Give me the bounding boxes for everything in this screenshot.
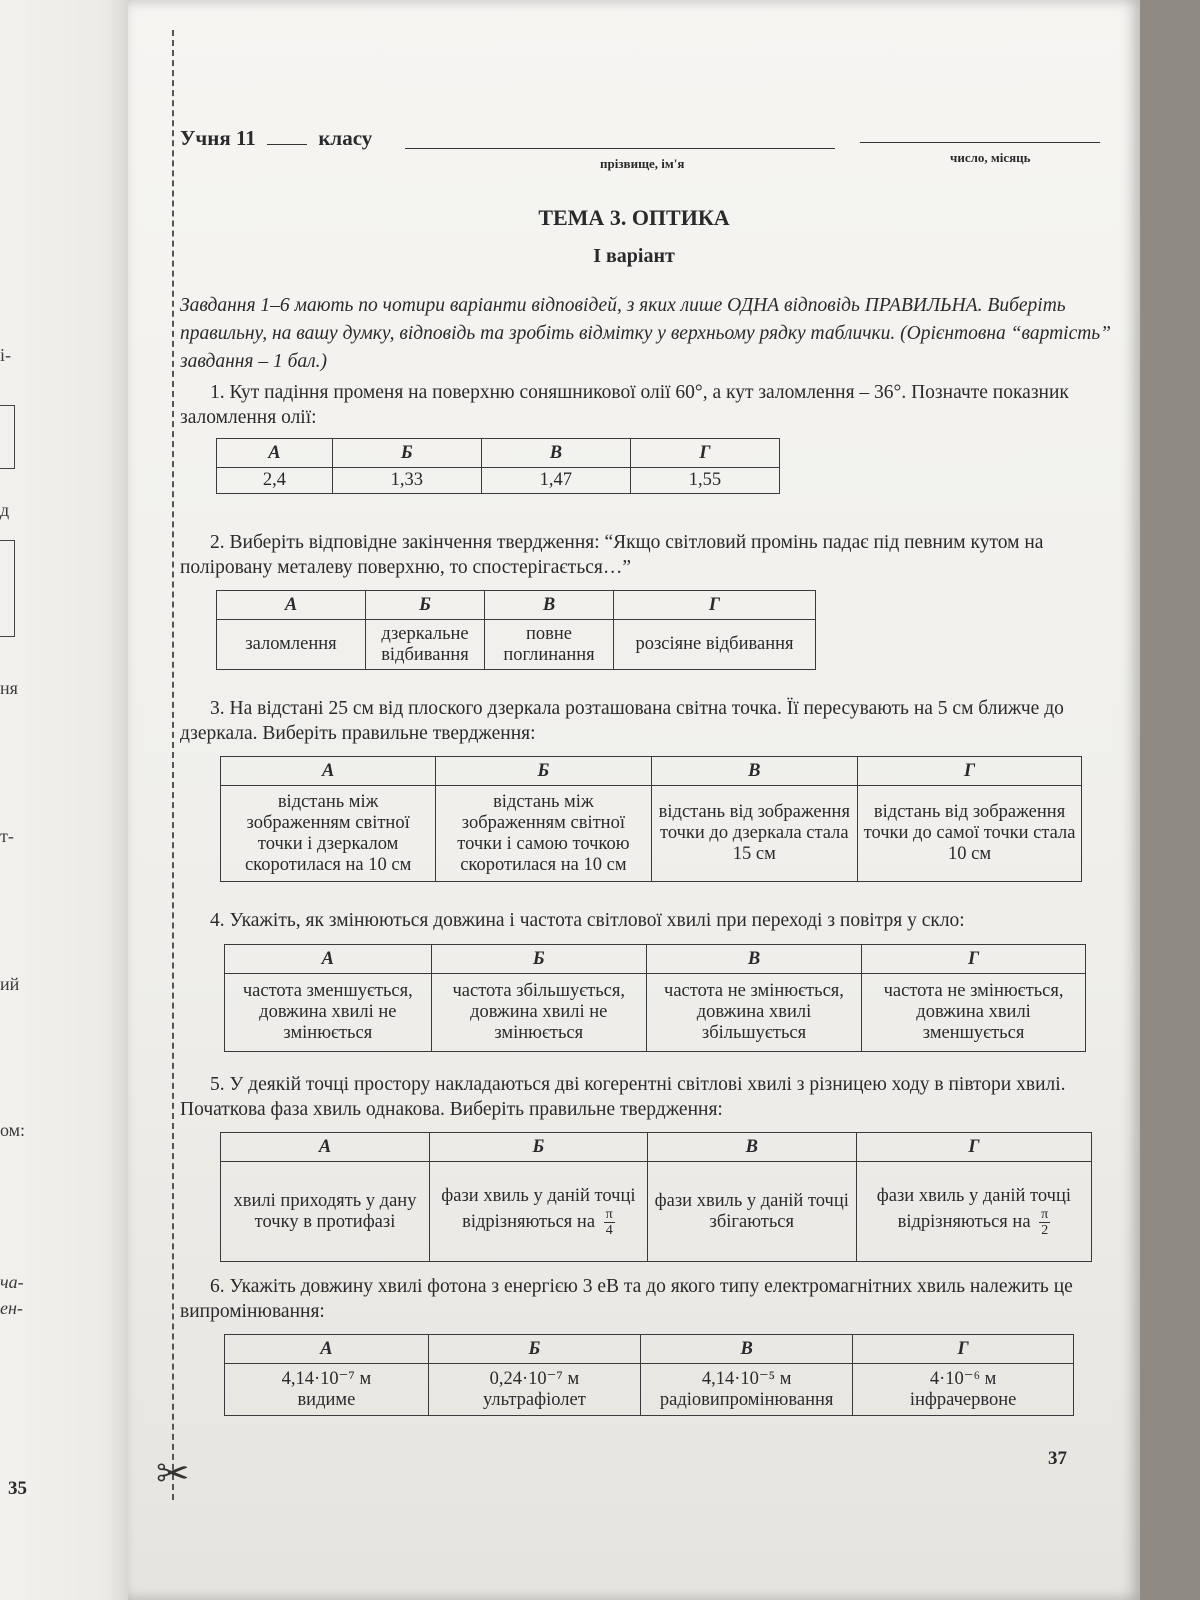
option-b [428,1364,640,1416]
option-b-header[interactable]: Б [436,757,651,786]
left-text-fragment: і- [0,345,11,365]
left-text-fragment: д [0,500,10,520]
option-b-header[interactable]: Б [366,591,485,620]
variant-title: I варіант [593,245,675,267]
option-a-header[interactable]: А [225,1335,429,1364]
option-d [853,1364,1074,1416]
question-text: 1. Кут падіння променя на поверхню соняшникової олії 60°, а кут заломлення – 36°. Позначте показник заломлення олії: [180,382,1069,428]
option-b-text: фази хвиль у даній точці відрізняються на [441,1185,636,1232]
option-d-header[interactable]: Г [858,757,1082,786]
fraction-numerator: π [1041,1206,1049,1222]
left-text-fragment: т- [0,826,14,846]
option-d [856,1162,1091,1262]
answer-table-1 [216,438,780,494]
student-suffix: класу [318,126,373,150]
option-b: частота збільшується, довжина хвилі не змінюється [431,974,646,1052]
fraction-denominator: 2 [1041,1222,1049,1238]
option-d-header[interactable]: Г [630,439,779,468]
option-b: 1,33 [332,468,481,494]
option-a: хвилі приходять у дану точку в протифазі [221,1162,430,1262]
name-caption: прізвище, ім'я [600,156,685,171]
question-text: 5. У деякій точці простору накладаються дві когерентні світлові хвилі з різницею ходу в півтори хвилі. Початкова фаза хвиль однакова. Виберіть правильне твердження: [180,1074,1066,1120]
left-text-fragment: ом: [0,1120,26,1140]
option-a-header[interactable]: А [217,591,366,620]
option-d: 1,55 [630,468,779,494]
option-c-header[interactable]: В [485,591,614,620]
option-a-header[interactable]: А [217,439,333,468]
left-table-fragment [0,540,15,637]
option-c-header[interactable]: В [641,1335,853,1364]
wavelength: 4,14·10⁻⁵ м [701,1368,792,1389]
fraction-numerator: π [605,1206,613,1222]
fraction [1039,1207,1050,1238]
option-a-header[interactable]: А [221,757,436,786]
option-a-header[interactable]: А [221,1133,430,1162]
question-1 [180,380,1125,430]
left-table-fragment [0,405,15,469]
instructions: Завдання 1–6 мають по чотири варіанти відповідей, з яких лише ОДНА відповідь ПРАВИЛЬНА. Виберіть правильну, на вашу думку, відповідь та зробіть відмітку у верхньому рядку таблички. (Орієнтовна “вартість” завдання – 1 бал.) [180,295,1112,372]
option-b: дзеркальне відбивання [366,620,485,670]
answer-table-4 [224,944,1086,1052]
option-c: повне поглинання [485,620,614,670]
option-a: частота зменшується, довжина хвилі не змінюється [225,974,432,1052]
wavelength: 4·10⁻⁶ м [929,1368,997,1389]
option-c: 1,47 [481,468,630,494]
page-number: 37 [1048,1448,1067,1469]
wave-type: ультрафіолет [482,1389,586,1410]
option-c [641,1364,853,1416]
date-line[interactable] [860,142,1100,143]
option-c: частота не змінюється, довжина хвилі збільшується [646,974,861,1052]
worksheet-page [128,0,1140,1600]
option-c-header[interactable]: В [651,757,858,786]
option-a [225,1364,429,1416]
option-d-header[interactable]: Г [614,591,816,620]
option-b: відстань між зображенням світної точки і самою точкою скоротилася на 10 см [436,786,651,882]
option-a: відстань між зображенням світної точки і дзеркалом скоротилася на 10 см [221,786,436,882]
name-line[interactable] [405,148,835,149]
left-text-fragment: ня [0,678,18,698]
option-c: фази хвиль у даній точці збігаються [647,1162,856,1262]
answer-table-2 [216,590,816,670]
student-prefix: Учня 11 [180,126,256,150]
scissors-icon: ✂ [156,1451,190,1496]
option-a: 2,4 [217,468,333,494]
question-text: 3. На відстані 25 см від плоского дзеркала розташована світна точка. Її пересувають на 5 см ближче до дзеркала. Виберіть правильне твердження: [180,698,1064,744]
date-caption: число, місяць [950,150,1031,165]
wavelength: 4,14·10⁻⁷ м [281,1368,372,1389]
option-b-header[interactable]: Б [431,945,646,974]
question-4 [180,908,1125,933]
option-b [430,1162,648,1262]
option-d-header[interactable]: Г [862,945,1086,974]
class-blank[interactable] [267,144,307,145]
answer-table-6 [224,1334,1074,1416]
option-b-header[interactable]: Б [430,1133,648,1162]
option-c-header[interactable]: В [646,945,861,974]
option-a-header[interactable]: А [225,945,432,974]
wave-type: видиме [297,1389,356,1410]
option-d-header[interactable]: Г [856,1133,1091,1162]
option-b-header[interactable]: Б [428,1335,640,1364]
question-5 [180,1072,1125,1122]
question-text: 4. Укажіть, як змінюються довжина і частота світлової хвилі при переході з повітря у скло: [210,910,965,931]
option-d: відстань від зображення точки до самої точки стала 10 см [858,786,1082,882]
answer-table-5 [220,1132,1092,1262]
left-text-fragment: ий [0,974,20,994]
theme-title: ТЕМА 3. ОПТИКА [538,205,730,230]
option-c-header[interactable]: В [481,439,630,468]
option-c: відстань від зображення точки до дзеркала стала 15 см [651,786,858,882]
wave-type: радіовипромінювання [659,1389,834,1410]
option-a: заломлення [217,620,366,670]
option-d: розсіяне відбивання [614,620,816,670]
option-c-header[interactable]: В [647,1133,856,1162]
question-2 [180,530,1125,580]
left-text-fragment: ен- [0,1298,23,1318]
question-text: 6. Укажіть довжину хвилі фотона з енергією 3 еВ та до якого типу електромагнітних хвиль належить це випромінювання: [180,1276,1073,1322]
answer-table-3 [220,756,1082,882]
wave-type: інфрачервоне [909,1389,1017,1410]
option-d-header[interactable]: Г [853,1335,1074,1364]
fraction-denominator: 4 [605,1222,613,1238]
wavelength: 0,24·10⁻⁷ м [489,1368,580,1389]
option-d-text: фази хвиль у даній точці відрізняються на [876,1185,1072,1232]
student-header [180,118,1110,178]
question-6 [180,1274,1125,1324]
left-page-number: 35 [8,1478,27,1499]
left-text-fragment: ча- [0,1272,24,1292]
option-d: частота не змінюється, довжина хвилі зменшується [862,974,1086,1052]
option-b-header[interactable]: Б [332,439,481,468]
fraction [604,1207,615,1238]
question-3 [180,696,1125,746]
question-text: 2. Виберіть відповідне закінчення твердження: “Якщо світловий промінь падає під певним кутом на поліровану металеву поверхню, то спостерігається…” [180,532,1044,578]
